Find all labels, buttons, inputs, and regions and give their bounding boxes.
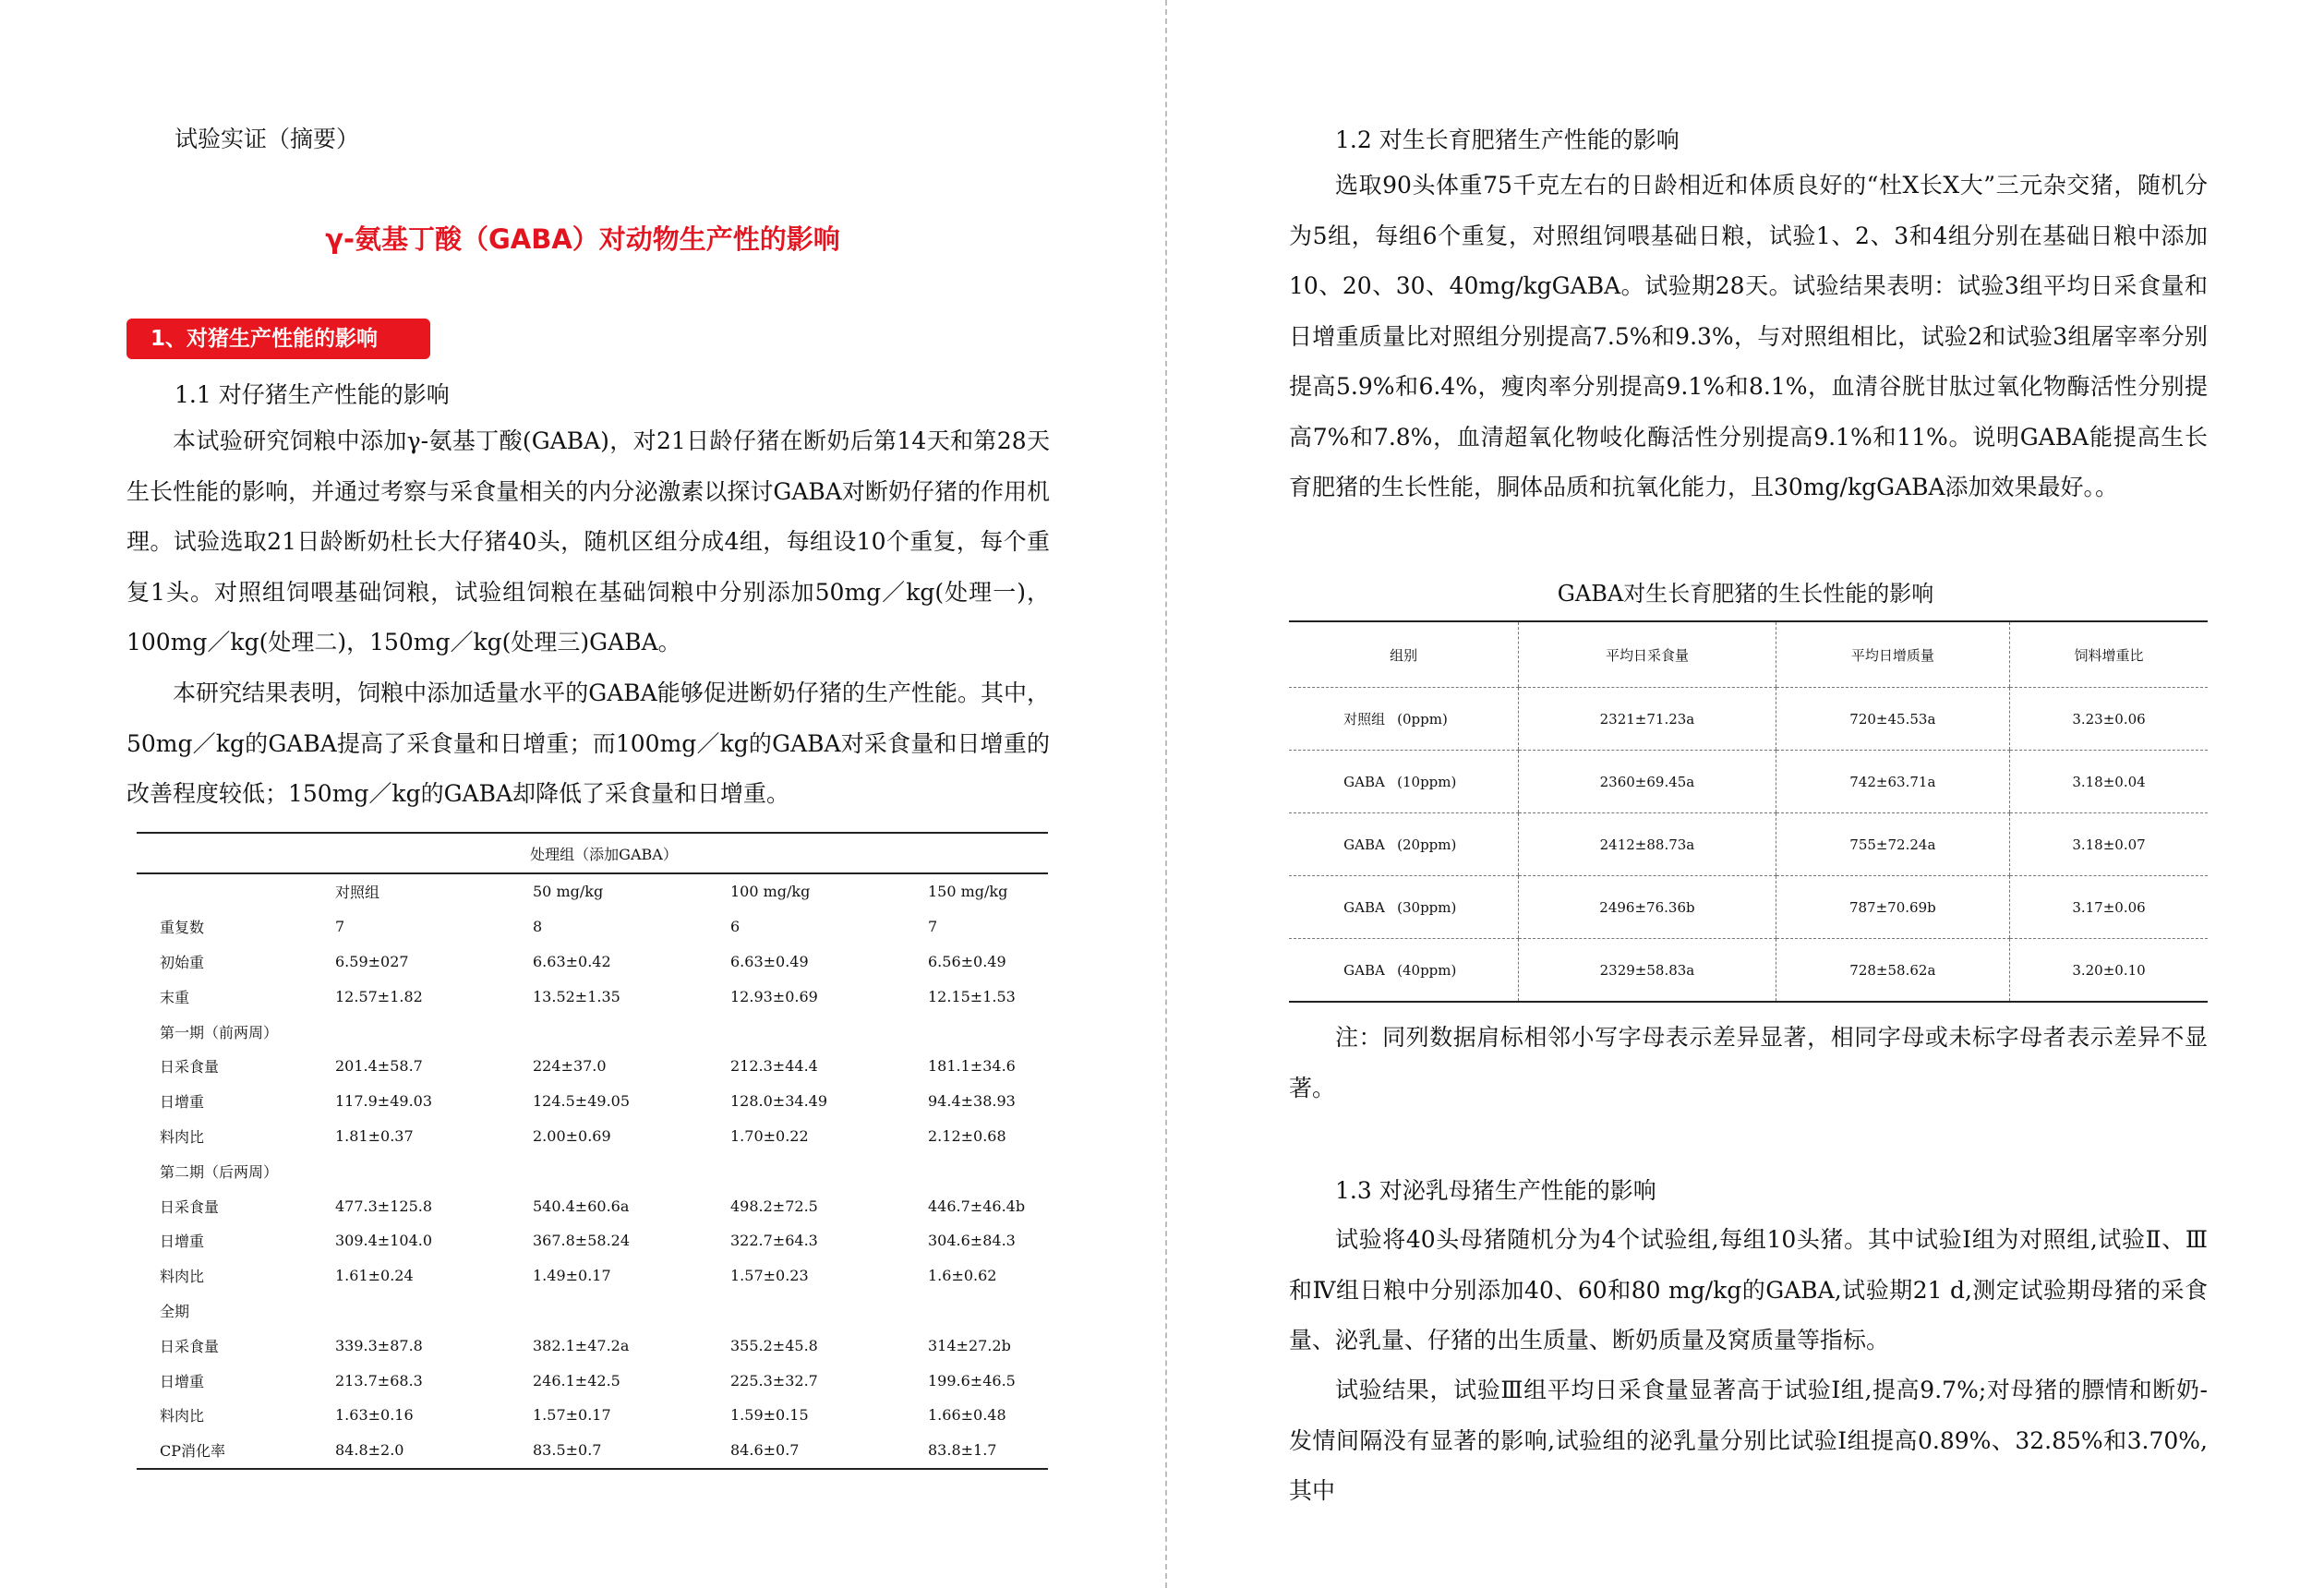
table-1-cell: 128.0±34.49 [730, 1092, 828, 1111]
table-2-col-header: 平均日增质量 [1776, 621, 2009, 688]
table-1-cell: 12.15±1.53 [928, 987, 1016, 1005]
table-1-cell: 224±37.0 [533, 1057, 607, 1076]
table-1-cell: 2.12±0.68 [928, 1126, 1006, 1145]
table-1-row-label: 日增重 [160, 1233, 205, 1251]
table-1-cell: 83.8±1.7 [928, 1433, 1048, 1469]
table-1-cell: 117.9±49.03 [335, 1092, 433, 1111]
table-1-row-label: 末重 [160, 988, 190, 1006]
table-1-cell: 6 [730, 918, 741, 936]
table-2-group-cell [1289, 688, 1519, 751]
table-1-cell [335, 1153, 533, 1188]
subheading-1-3: 1.3 对泌乳母猪生产性能的影响 [1335, 1177, 1656, 1204]
table-1-cell: 212.3±44.4 [730, 1057, 818, 1076]
table-2-group-name: GABA [1343, 773, 1385, 790]
table-1-row-label: 日增重 [160, 1372, 205, 1390]
table-1-cell: 1.57±0.23 [730, 1267, 809, 1285]
table-1-cell: 1.6±0.62 [928, 1267, 997, 1285]
table-2-group-level: (0ppm) [1397, 711, 1448, 728]
table-2-cell-feed: 2360±69.45a [1519, 751, 1776, 813]
table-1-cell: 84.6±0.7 [730, 1433, 928, 1469]
table-1-cell: 309.4±104.0 [335, 1232, 433, 1250]
table-1-row [137, 1223, 1048, 1258]
table-1-cell: 6.63±0.49 [730, 952, 809, 970]
table-1-row [137, 1328, 1048, 1363]
table-1-cell: 2.00±0.69 [533, 1126, 611, 1145]
table-1-row [137, 1153, 1048, 1188]
subheading-1-2: 1.2 对生长育肥猪生产性能的影响 [1335, 126, 1680, 153]
table-1-row-label: CP消化率 [137, 1433, 335, 1469]
table-2-row [1289, 939, 2208, 1003]
table-2-group-cell [1289, 751, 1519, 813]
table-1-col-header: 对照组 [335, 884, 380, 902]
table-1-row-label: 料肉比 [160, 1127, 205, 1146]
table-2-group-level: (10ppm) [1397, 773, 1457, 790]
paragraph-finishing-pigs: 选取90头体重75千克左右的日龄相近和体质良好的“杜X长X大”三元杂交猪，随机分为5组，每组6个重复，对照组饲喂基础日粮，试验1、2、3和4组分别在基础日粮中添加10、20、30、40mg/kgGABA。试验期28天。试验结果表明：试验3组平均日采食量和日增重质量比对照组分别提高7.5%和9.3%，与对照组相比，试验2和试验3组屠宰率分别提高5.9%和6.4%，瘦肉率分别提高9.1%和8.1%，血清谷胱甘肽过氧化物酶活性分别提高7%和7.8%，血清超氧化物岐化酶活性分别提高9.1%和11%。说明GABA能提高生长育肥猪的生长性能，胴体品质和抗氧化能力，且30mg/kgGABA添加效果最好。。 [1289, 172, 2208, 500]
table-1-col-header: 100 mg/kg [730, 883, 811, 901]
table-1-row [137, 1049, 1048, 1084]
right-page [1167, 0, 2324, 1588]
table-1-cell: 12.93±0.69 [730, 987, 818, 1005]
table-1-cell: 1.57±0.17 [533, 1406, 611, 1425]
table-1-cell: 225.3±32.7 [730, 1371, 818, 1390]
table-1-row [137, 1293, 1048, 1329]
table-1-row [137, 1363, 1048, 1398]
table-2-cell-ratio: 3.18±0.04 [2010, 751, 2208, 813]
table-2-cell-feed: 2496±76.36b [1519, 876, 1776, 939]
table-1-cell: 339.3±87.8 [335, 1336, 423, 1354]
table-2-col-header: 组别 [1289, 621, 1519, 688]
table-1-cell: 1.63±0.16 [335, 1406, 414, 1425]
table-1-cell: 540.4±60.6a [533, 1197, 630, 1215]
table-2-cell-feed: 2329±58.83a [1519, 939, 1776, 1003]
table-2-cell-feed: 2321±71.23a [1519, 688, 1776, 751]
table-1-caption: 处理组（添加GABA） [137, 833, 1048, 873]
table-1-cell: 83.5±0.7 [533, 1433, 730, 1469]
table-2-cell-ratio: 3.23±0.06 [2010, 688, 2208, 751]
table-1-cell [730, 1014, 928, 1049]
table-1-row [137, 1014, 1048, 1049]
table-1-cell: 246.1±42.5 [533, 1371, 620, 1390]
table-1-row-label: 料肉比 [160, 1407, 205, 1426]
table-1-row-label: 重复数 [160, 919, 205, 937]
table-1-row-label: 日采食量 [160, 1197, 220, 1216]
table-1-cell: 94.4±38.93 [928, 1092, 1016, 1111]
table-1-row-label: 第一期（前两周） [160, 1023, 279, 1041]
table-1-cell: 7 [928, 918, 938, 936]
table-2-group-level: (30ppm) [1397, 898, 1457, 916]
table-1-cell: 304.6±84.3 [928, 1232, 1016, 1250]
table-2-row [1289, 876, 2208, 939]
table-1-cell: 382.1±47.2a [533, 1336, 630, 1354]
table-2-group-level: (20ppm) [1397, 836, 1457, 853]
table-1-cell: 213.7±68.3 [335, 1371, 423, 1390]
table-2-group-cell [1289, 939, 1519, 1003]
table-1-corner [137, 873, 335, 909]
table-2-cell-gain: 728±58.62a [1776, 939, 2009, 1003]
table-1-cell: 199.6±46.5 [928, 1371, 1016, 1390]
document-kicker: 试验实证（摘要） [175, 126, 360, 152]
table-1-cell: 1.59±0.15 [730, 1406, 809, 1425]
table-1-cell: 355.2±45.8 [730, 1336, 818, 1354]
table-1-row-label: 第二期（后两周） [160, 1162, 279, 1181]
table-2-group-name: GABA [1343, 898, 1385, 916]
paragraph-piglet-method: 本试验研究饲粮中添加γ-氨基丁酸(GABA)，对21日龄仔猪在断奶后第14天和第28天生长性能的影响，并通过考察与采食量相关的内分泌激素以探讨GABA对断奶仔猪的作用机理。试验选取21日龄断奶杜长大仔猪40头，随机区组分成4组，每组设10个重复，每个重复1头。对照组饲喂基础饲粮，试验组饲粮在基础饲粮中分别添加50mg／kg(处理一)，100mg／kg(处理二)，150mg／kg(处理三)GABA。 [126, 427, 1050, 656]
table-1-row [137, 979, 1048, 1014]
table-1-cell [928, 1153, 1048, 1188]
table-2-cell-gain: 742±63.71a [1776, 751, 2009, 813]
table-2-note: 注：同列数据肩标相邻小写字母表示差异显著，相同字母或未标字母者表示差异不显著。 [1289, 1024, 2208, 1101]
table-1-cell [730, 1153, 928, 1188]
table-2-cell-ratio: 3.17±0.06 [2010, 876, 2208, 939]
table-1-cell: 1.61±0.24 [335, 1267, 414, 1285]
table-2-cell-gain: 787±70.69b [1776, 876, 2009, 939]
table-1-cell: 8 [533, 918, 543, 936]
table-1-col-header: 150 mg/kg [928, 883, 1008, 901]
table-2-row [1289, 751, 2208, 813]
table-1-row-label: 日增重 [160, 1093, 205, 1112]
table-1-cell [533, 1014, 730, 1049]
table-1-cell: 84.8±2.0 [335, 1433, 533, 1469]
table-1-col-header: 50 mg/kg [533, 883, 604, 901]
table-1-cell: 498.2±72.5 [730, 1197, 818, 1215]
table-2-col-header: 平均日采食量 [1519, 621, 1776, 688]
table-1-cell: 6.63±0.42 [533, 952, 611, 970]
finishing-pig-table [1289, 620, 2208, 1003]
table-1-cell: 322.7±64.3 [730, 1232, 818, 1250]
table-2-caption: GABA对生长育肥猪的生长性能的影响 [1557, 581, 1934, 607]
table-1-cell: 6.56±0.49 [928, 952, 1006, 970]
table-2-group-name: GABA [1343, 836, 1385, 853]
table-2-group-cell [1289, 813, 1519, 876]
table-1-row-label: 初始重 [160, 953, 205, 971]
table-2-cell-gain: 755±72.24a [1776, 813, 2009, 876]
table-1-cell [928, 1014, 1048, 1049]
table-1-row [137, 909, 1048, 944]
table-2-cell-gain: 720±45.53a [1776, 688, 2009, 751]
paragraph-piglet-result: 本研究结果表明，饲粮中添加适量水平的GABA能够促进断奶仔猪的生产性能。其中，50mg／kg的GABA提高了采食量和日增重；而100mg／kg的GABA对采食量和日增重的改善程度较低；150mg／kg的GABA却降低了采食量和日增重。 [126, 680, 1050, 807]
table-1-cell: 7 [335, 918, 345, 936]
table-1-cell: 13.52±1.35 [533, 987, 620, 1005]
table-1-cell: 201.4±58.7 [335, 1057, 423, 1076]
table-2-group-level: (40ppm) [1397, 961, 1457, 979]
table-1-cell [335, 1014, 533, 1049]
table-1-row [137, 1433, 1048, 1469]
table-1-cell: 1.66±0.48 [928, 1406, 1006, 1425]
table-2-col-header: 饲料增重比 [2010, 621, 2208, 688]
section-label-pig-performance: 1、对猪生产性能的影响 [126, 319, 430, 359]
table-1-cell [533, 1153, 730, 1188]
table-1-cell [335, 1293, 533, 1329]
table-1-row-label: 全期 [160, 1302, 190, 1320]
table-1-cell: 12.57±1.82 [335, 987, 423, 1005]
table-1-cell [928, 1293, 1048, 1329]
table-2-group-name: GABA [1343, 961, 1385, 979]
table-2-row [1289, 813, 2208, 876]
table-1-row-label: 日采食量 [160, 1337, 220, 1355]
document-title: γ-氨基丁酸（GABA）对动物生产性的影响 [325, 223, 840, 255]
table-1-row [137, 1258, 1048, 1293]
piglet-performance-table [137, 832, 1048, 1470]
table-1-cell: 477.3±125.8 [335, 1197, 433, 1215]
table-2-group-name: 对照组 [1343, 711, 1386, 728]
table-1-cell: 6.59±027 [335, 952, 409, 970]
table-1-cell: 1.49±0.17 [533, 1267, 611, 1285]
table-1-row [137, 1398, 1048, 1433]
paragraph-sow-method: 试验将40头母猪随机分为4个试验组,每组10头猪。其中试验Ⅰ组为对照组,试验Ⅱ、Ⅲ和Ⅳ组日粮中分别添加40、60和80 mg/kg的GABA,试验期21 d,测定试验期母猪的采食量、泌乳量、仔猪的出生质量、断奶质量及窝质量等指标。 [1289, 1226, 2208, 1353]
table-2-group-cell [1289, 876, 1519, 939]
table-1-cell: 124.5±49.05 [533, 1092, 631, 1111]
table-2-cell-ratio: 3.18±0.07 [2010, 813, 2208, 876]
table-2-row [1289, 688, 2208, 751]
table-1-cell: 446.7±46.4b [928, 1197, 1026, 1215]
table-2-cell-feed: 2412±88.73a [1519, 813, 1776, 876]
table-1-cell: 1.70±0.22 [730, 1126, 809, 1145]
table-1-row [137, 1188, 1048, 1223]
subheading-1-1: 1.1 对仔猪生产性能的影响 [175, 381, 450, 408]
table-1-row [137, 944, 1048, 980]
table-1-cell: 314±27.2b [928, 1336, 1011, 1354]
table-1-row-label: 料肉比 [160, 1268, 205, 1286]
table-1-cell [533, 1293, 730, 1329]
table-1-cell: 367.8±58.24 [533, 1232, 631, 1250]
table-1-cell [730, 1293, 928, 1329]
table-2-cell-ratio: 3.20±0.10 [2010, 939, 2208, 1003]
paragraph-sow-result: 试验结果，试验Ⅲ组平均日采食量显著高于试验Ⅰ组,提高9.7%;对母猪的膘情和断奶-发情间隔没有显著的影响,试验组的泌乳量分别比试验Ⅰ组提高0.89%、32.85%和3.70%,其中 [1289, 1377, 2208, 1504]
table-1-row [137, 1084, 1048, 1119]
table-1-cell: 181.1±34.6 [928, 1057, 1016, 1076]
table-1-row-label: 日采食量 [160, 1058, 220, 1077]
table-1-row [137, 1119, 1048, 1154]
table-1-cell: 1.81±0.37 [335, 1126, 414, 1145]
